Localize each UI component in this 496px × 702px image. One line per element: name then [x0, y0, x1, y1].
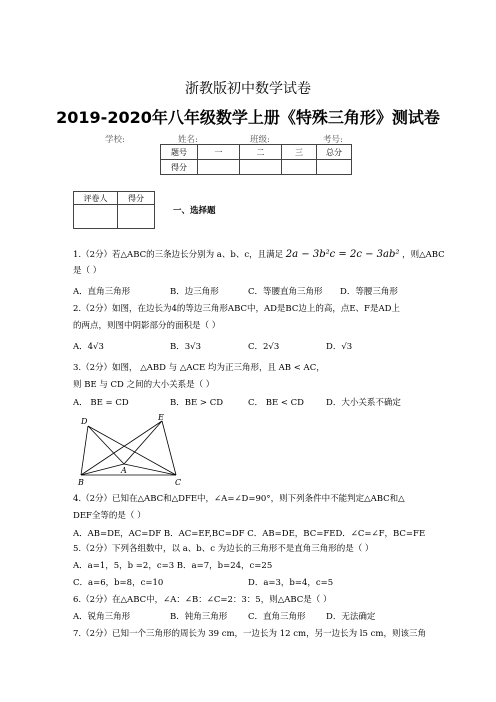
segment-ba	[81, 464, 124, 475]
q1-option-c: C．等腰直角三角形	[248, 287, 323, 297]
question-2-line2: 的两点，则图中阴影部分的面积是（ ）	[73, 321, 221, 331]
section-title: 一、选择题	[173, 206, 216, 216]
score-header-cell: 二	[240, 145, 282, 160]
question-1-stem	[73, 247, 445, 263]
q5-option-c: C．a=6，b=8，c=10	[73, 578, 164, 588]
grader-table	[73, 191, 155, 229]
q1-option-b: B．边三角形	[170, 287, 219, 297]
class-field-label: 班级:	[250, 135, 270, 145]
q4-options: A．AB=DE，AC=DF B．AC=EF,BC=DF C．AB=DE，BC=FED．∠C=∠F，BC=FE	[73, 529, 426, 539]
q5-options-line1: A．a=1，5，b =2，c=3 B．a=7，b=24，c=25	[73, 561, 273, 571]
question-5-line1: 5.（2分）下列各组数中，以 a、b、c 为边长的三角形不是直角三角形的是（ ）	[73, 544, 374, 554]
label-d: D	[81, 417, 88, 426]
grader-blank-cell	[118, 205, 155, 229]
label-b: B	[78, 478, 84, 487]
question-7-line1: 7.（2分）已知一个三角形的周长为 39 cm，一边长为 12 cm，另一边长为 l5 cm，则该三角	[73, 629, 426, 639]
grader-blank-cell	[74, 205, 118, 229]
paper-title: 2019-2020年八年级数学上册《特殊三角形》测试卷	[56, 108, 440, 127]
q3-option-d: D．大小关系不确定	[326, 398, 401, 408]
question-3-line2: 则 BE 与 CD 之间的大小关系是（ ）	[73, 380, 215, 390]
grader-header-cell: 得分	[118, 192, 155, 205]
segment-ec	[162, 421, 176, 475]
q1-option-d: D．等腰三角形	[340, 287, 398, 297]
name-field-label: 姓名:	[178, 135, 198, 145]
segment-db	[81, 426, 88, 475]
grader-header-cell: 评卷人	[74, 192, 118, 205]
score-header-cell: 三	[282, 145, 317, 160]
score-blank-cell	[198, 160, 240, 175]
score-row-label: 得分	[161, 160, 198, 175]
q2-option-d: D．√3	[326, 342, 353, 352]
q1-formula: 2a − 3b²c = 2c − 3ab²	[285, 249, 400, 260]
score-header-cell: 题号	[161, 145, 198, 160]
q3-triangle-figure	[78, 412, 190, 488]
q2-option-a: A．4√3	[73, 342, 104, 352]
score-blank-cell	[240, 160, 282, 175]
score-blank-cell	[317, 160, 352, 175]
q3-option-b: B．BE > CD	[170, 398, 224, 408]
q1-stem-text: 1.（2分）若△ABC的三条边长分别为 a、b、c，且满足	[73, 250, 284, 260]
question-2-line1: 2.（2分）如图，在边长为4的等边三角形ABC中，AD是BC边上的高，点E、F是AD上	[73, 304, 400, 314]
school-field-label: 学校:	[105, 135, 125, 145]
question-6-line1: 6.（2分）在△ABC中，∠A：∠B：∠C=2：3：5，则△ABC是（ ）	[73, 595, 332, 605]
score-header-cell: 总分	[317, 145, 352, 160]
label-c: C	[175, 478, 182, 487]
q2-option-c: C．2√3	[248, 342, 280, 352]
q6-option-b: B．钝角三角形	[170, 612, 228, 622]
q5-option-d: D．a=3，b=4，c=5	[248, 578, 334, 588]
q3-option-a: A． BE = CD	[73, 398, 129, 408]
segment-ac	[124, 464, 176, 475]
segment-dc	[88, 426, 176, 475]
score-table	[160, 144, 352, 175]
score-header-cell: 一	[198, 145, 240, 160]
q6-option-d: D．无法确定	[326, 612, 376, 622]
exam-number-field-label: 考号:	[323, 135, 343, 145]
label-e: E	[158, 413, 164, 422]
question-1-line2: 是（ ）	[73, 266, 102, 276]
question-4-line2: DEF全等的是（ ）	[73, 511, 146, 521]
q1-option-a: A．直角三角形	[73, 287, 131, 297]
q6-option-c: C．直角三角形	[248, 612, 306, 622]
paper-subtitle: 浙教版初中数学试卷	[185, 81, 311, 97]
q2-option-b: B．3√3	[170, 342, 201, 352]
score-blank-cell	[282, 160, 317, 175]
label-a: A	[121, 466, 127, 475]
q6-option-a: A．锐角三角形	[73, 612, 131, 622]
q3-option-c: C． BE < CD	[248, 398, 305, 408]
question-3-line1: 3.（2分）如图， △ABD 与 △ACE 均为正三角形，且 AB < AC，	[73, 363, 325, 373]
q1-stem-end: ，则△ABC	[402, 250, 445, 260]
question-4-line1: 4.（2分）已知在△ABC和△DFE中，∠A=∠D=90°，则下列条件中不能判定△ABC和△	[73, 494, 405, 504]
